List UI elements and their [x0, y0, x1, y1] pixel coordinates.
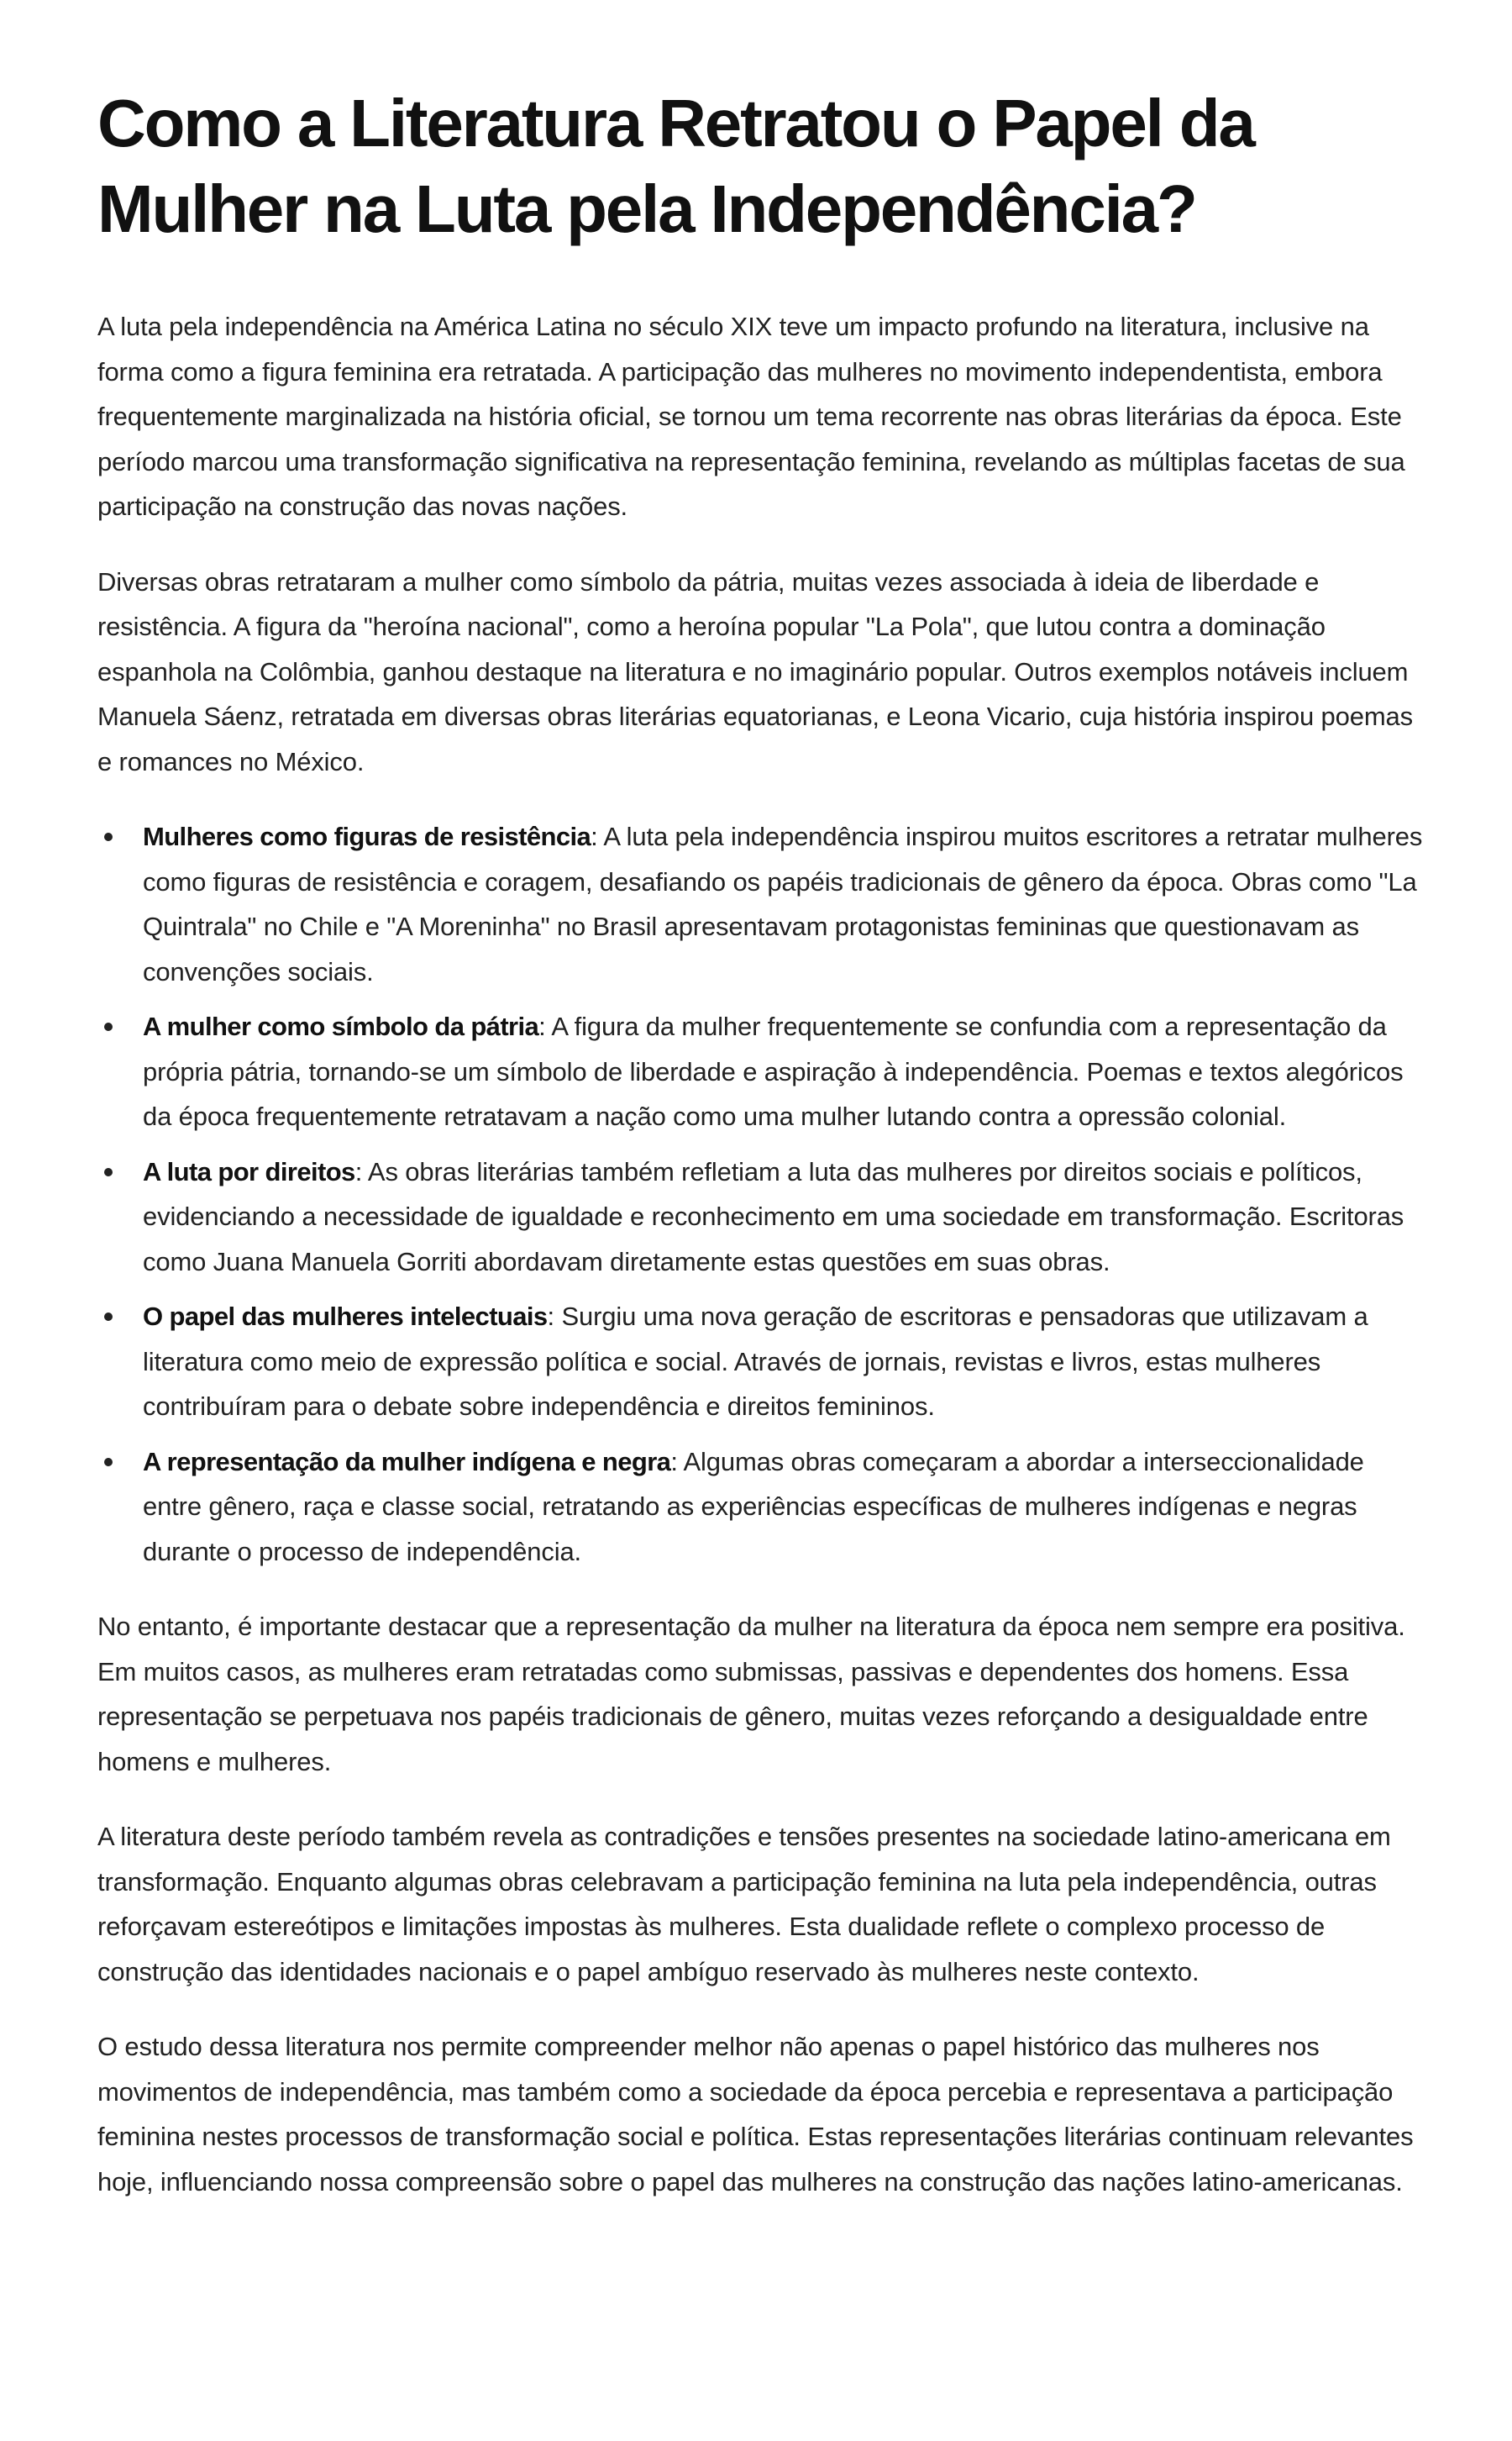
list-item-term: A mulher como símbolo da pátria	[143, 1012, 539, 1041]
outro-paragraph-1: No entanto, é importante destacar que a representação da mulher na literatura da época nem sempre era positiva. Em muitos casos, as mulheres eram retratadas como submissas, passivas e dependentes dos homens. Essa representação se perpetuava nos papéis tradicionais de gênero, muitas vezes reforçando a desigualdade entre homens e mulheres.	[97, 1612, 1405, 1776]
list-item-text: : A figura da mulher frequentemente se confundia com a representação da própria pátria, tornando-se um símbolo de liberdade e aspiração à independência. Poemas e textos alegóricos da época frequentemente retratavam a nação como uma mulher lutando contra a opressão colonial.	[143, 1012, 1404, 1131]
bullet-icon	[104, 1313, 113, 1321]
list-item-text: : As obras literárias também refletiam a luta das mulheres por direitos sociais e políticos, evidenciando a necessidade de igualdade e reconhecimento em uma sociedade em transformação. Escritoras como Juana Manuela Gorriti abordavam diretamente estas questões em suas obras.	[143, 1156, 1404, 1276]
bullet-icon	[104, 1168, 113, 1176]
outro-paragraph-2: A literatura deste período também revela as contradições e tensões presentes na sociedade latino-americana em transformação. Enquanto algumas obras celebravam a participação feminina na luta pela independência, outras reforçavam estereótipos e limitações impostas às mulheres. Esta dualidade reflete o complexo processo de construção das identidades nacionais e o papel ambíguo reservado às mulheres neste contexto.	[97, 1822, 1391, 1986]
list-item-text: : Algumas obras começaram a abordar a interseccionalidade entre gênero, raça e classe social, retratando as experiências específicas de mulheres indígenas e negras durante o processo de independência.	[143, 1446, 1364, 1566]
bullet-icon	[104, 1023, 113, 1031]
list-item-term: O papel das mulheres intelectuais	[143, 1302, 548, 1331]
list-item-text: : A luta pela independência inspirou muitos escritores a retratar mulheres como figuras de resistência e coragem, desafiando os papéis tradicionais de gênero da época. Obras como "La Quintrala" no Chile e "A Moreninha" no Brasil apresentavam protagonistas femininas que questionavam as convenções sociais.	[143, 822, 1423, 986]
bullet-icon	[104, 1458, 113, 1466]
list-item-term: A luta por direitos	[143, 1156, 355, 1186]
list-item	[143, 1294, 1428, 1429]
article-title: Como a Literatura Retratou o Papel da Mulher na Luta pela Independência?	[97, 86, 1254, 246]
intro-paragraph-1: A luta pela independência na América Latina no século XIX teve um impacto profundo na literatura, inclusive na forma como a figura feminina era retratada. A participação das mulheres no movimento independentista, embora frequentemente marginalizada na história oficial, se tornou um tema recorrente nas obras literárias da época. Este período marcou uma transformação significativa na representação feminina, revelando as múltiplas facetas de sua participação na construção das novas nações.	[97, 312, 1405, 521]
list-item	[143, 814, 1428, 994]
list-item	[143, 1149, 1428, 1285]
list-item-term: A representação da mulher indígena e negra	[143, 1446, 671, 1476]
bullet-icon	[104, 833, 113, 841]
list-item	[143, 1439, 1428, 1575]
themes-list	[97, 814, 1428, 1574]
list-item-text: : Surgiu uma nova geração de escritoras e pensadoras que utilizavam a literatura como meio de expressão política e social. Através de jornais, revistas e livros, estas mulheres contribuíram para o debate sobre independência e direitos femininos.	[143, 1302, 1368, 1421]
list-item-term: Mulheres como figuras de resistência	[143, 822, 591, 851]
outro-paragraph-3: O estudo dessa literatura nos permite compreender melhor não apenas o papel histórico das mulheres nos movimentos de independência, mas também como a sociedade da época percebia e representava a participação feminina nestes processos de transformação social e política. Estas representações literárias continuam relevantes hoje, influenciando nossa compreensão sobre o papel das mulheres na construção das nações latino-americanas.	[97, 2032, 1414, 2196]
list-item	[143, 1004, 1428, 1139]
intro-paragraph-2: Diversas obras retrataram a mulher como símbolo da pátria, muitas vezes associada à ideia de liberdade e resistência. A figura da "heroína nacional", como a heroína popular "La Pola", que lutou contra a dominação espanhola na Colômbia, ganhou destaque na literatura e no imaginário popular. Outros exemplos notáveis incluem Manuela Sáenz, retratada em diversas obras literárias equatorianas, e Leona Vicario, cuja história inspirou poemas e romances no México.	[97, 566, 1413, 776]
